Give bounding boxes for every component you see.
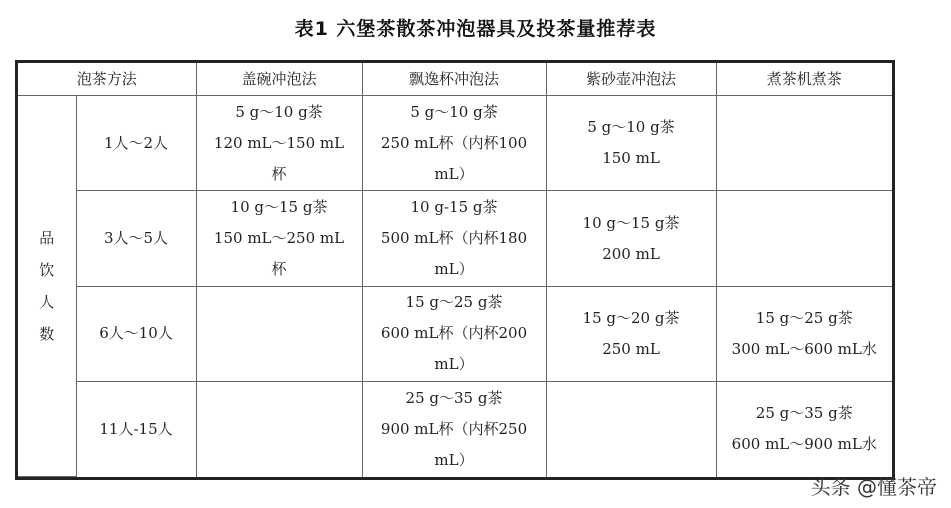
gaiwan-cell: [196, 96, 362, 191]
cell-line: 150 mL: [602, 149, 660, 168]
piaoyi-cell: [362, 286, 546, 381]
gaiwan-cell: [196, 382, 362, 477]
cell-line: 5 g～10 g茶: [235, 102, 323, 121]
cell-line: 500 mL杯（内杯180: [380, 229, 528, 248]
header-zisha: 紫砂壶冲泡法: [546, 63, 716, 96]
cell-line: 10 g-15 g茶: [410, 198, 498, 217]
cell-line: 25 g～35 g茶: [405, 388, 503, 407]
cell-line: 15 g～25 g茶: [755, 308, 853, 327]
recommendation-table: [15, 60, 895, 480]
people-cell: 1人～2人: [76, 96, 196, 191]
group-label-people-count: [18, 96, 76, 477]
people-cell: 3人～5人: [76, 191, 196, 286]
cell-line: 150 mL～250 mL: [213, 229, 345, 248]
cell-line: 5 g～10 g茶: [587, 118, 675, 137]
gaiwan-cell: [196, 286, 362, 381]
group-label-char: 饮: [39, 261, 55, 279]
table-row: [18, 382, 892, 477]
cell-line: 900 mL杯（内杯250: [380, 419, 528, 438]
cell-line: 10 g～15 g茶: [582, 213, 680, 232]
zisha-cell: [546, 286, 716, 381]
cell-line: 250 mL: [602, 339, 660, 358]
cell-line: 10 g～15 g茶: [230, 198, 328, 217]
header-method: 泡茶方法: [18, 63, 196, 96]
cell-line: 200 mL: [602, 244, 660, 263]
zhucha-cell: [716, 191, 892, 286]
watermark: 头条 @懂茶帝: [810, 475, 937, 499]
group-label-char: 数: [39, 325, 55, 343]
zisha-cell: [546, 96, 716, 191]
cell-line: 杯: [271, 164, 287, 183]
cell-line: mL）: [434, 355, 474, 374]
group-label-char: 人: [39, 293, 55, 311]
cell-line: 15 g～20 g茶: [582, 308, 680, 327]
table-row: [18, 96, 892, 191]
header-gaiwan: 盖碗冲泡法: [196, 63, 362, 96]
piaoyi-cell: [362, 96, 546, 191]
group-label-char: 品: [39, 229, 55, 247]
cell-line: 600 mL杯（内杯200: [380, 324, 528, 343]
zhucha-cell: [716, 286, 892, 381]
zisha-cell: [546, 382, 716, 477]
header-zhucha: 煮茶机煮茶: [716, 63, 892, 96]
table-row: [18, 191, 892, 286]
header-row: [18, 63, 892, 96]
cell-line: 600 mL～900 mL水: [731, 435, 877, 454]
table-row: [18, 286, 892, 381]
zhucha-cell: [716, 382, 892, 477]
cell-line: 15 g～25 g茶: [405, 293, 503, 312]
zhucha-cell: [716, 96, 892, 191]
cell-line: 25 g～35 g茶: [755, 404, 853, 423]
gaiwan-cell: [196, 191, 362, 286]
piaoyi-cell: [362, 382, 546, 477]
header-piaoyi: 飘逸杯冲泡法: [362, 63, 546, 96]
cell-line: mL）: [434, 260, 474, 279]
piaoyi-cell: [362, 191, 546, 286]
cell-line: 5 g～10 g茶: [410, 102, 498, 121]
cell-line: 300 mL～600 mL水: [731, 339, 877, 358]
people-cell: 6人～10人: [76, 286, 196, 381]
people-cell: 11人-15人: [76, 382, 196, 477]
table-title: 表1 六堡茶散茶冲泡器具及投茶量推荐表: [294, 18, 657, 40]
cell-line: mL）: [434, 164, 474, 183]
cell-line: 杯: [271, 260, 287, 279]
cell-line: 250 mL杯（内杯100: [380, 133, 528, 152]
cell-line: mL）: [434, 450, 474, 469]
cell-line: 120 mL～150 mL: [213, 133, 345, 152]
zisha-cell: [546, 191, 716, 286]
